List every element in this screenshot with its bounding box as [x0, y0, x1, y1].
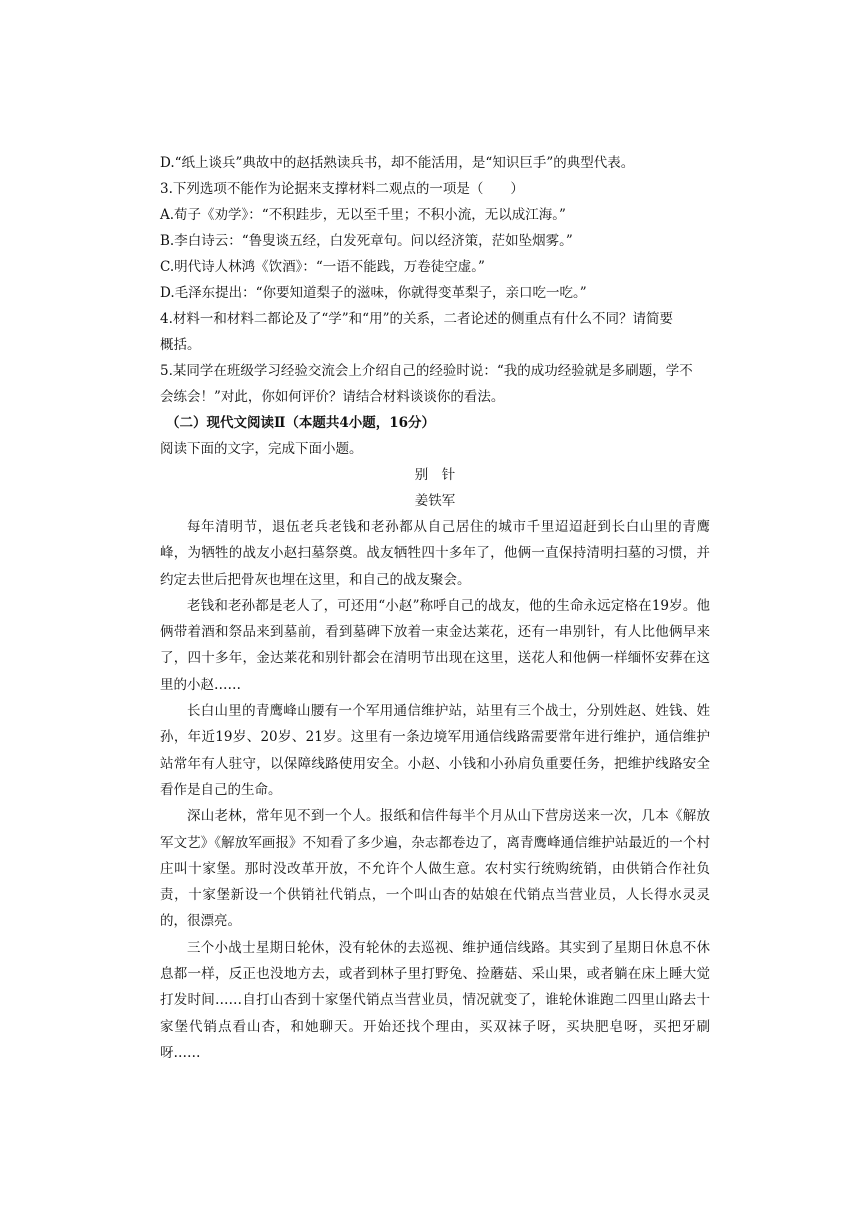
question-5-line-2: 会练会！”对此，你如何评价？请结合材料谈谈你的看法。 [160, 389, 505, 405]
question-3-option-b: B.李白诗云：“鲁叟谈五经，白发死章句。问以经济策，茫如坠烟雾。” [160, 233, 573, 249]
story-title: 别 针 [414, 467, 456, 483]
question-5-line-1: 5.某同学在班级学习经验交流会上介绍自己的经验时说：“我的成功经验就是多刷题，学不 [160, 363, 693, 379]
question-3-option-c: C.明代诗人林鸿《饮酒》：“一语不能践，万卷徒空虚。” [160, 259, 485, 275]
question-4-line-2: 概括。 [160, 337, 201, 353]
exam-page [160, 150, 710, 1066]
question-2-option-d: D.“纸上谈兵”典故中的赵括熟读兵书，却不能活用，是“知识巨手”的典型代表。 [160, 155, 635, 171]
question-3-stem: 3.下列选项不能作为论据来支撑材料二观点的一项是（ ） [160, 181, 524, 197]
section-heading: （二）现代文阅读Ⅱ（本题共4小题，16分） [166, 415, 436, 431]
question-3-option-a: A.荀子《劝学》：“不积跬步，无以至千里；不积小流，无以成江海。” [160, 207, 566, 223]
question-4-line-1: 4.材料一和材料二都论及了“学”和“用”的关系，二者论述的侧重点有什么不同？请简要 [160, 311, 673, 327]
story-author: 姜铁军 [414, 493, 456, 509]
question-3-option-d: D.毛泽东提出：“你要知道梨子的滋味，你就得变革梨子，亲口吃一吃。” [160, 285, 587, 301]
section-instruction: 阅读下面的文字，完成下面小题。 [160, 441, 363, 457]
story-paragraph-4: 深山老林，常年见不到一个人。报纸和信件每半个月从山下营房送来一次，几本《解放军文艺》《解放军画报》不知看了多少遍，杂志都卷边了，离青鹰峰通信维护站最近的一个村庄叫十家堡。那时没改革开放，不允许个人做生意。农村实行统购统销，由供销合作社负责，十家堡新设一个供销社代销点，一个叫山杏的姑娘在代销点当营业员，人长得水灵灵的，很漂亮。 [160, 808, 710, 930]
story-paragraph-2: 老钱和老孙都是老人了，可还用“小赵”称呼自己的战友，他的生命永远定格在19岁。他俩带着酒和祭品来到墓前，看到墓碑下放着一束金达莱花，还有一串别针，有人比他俩早来了，四十多年，金达莱花和别针都会在清明节出现在这里，送花人和他俩一样缅怀安葬在这里的小赵…… [160, 597, 710, 693]
story-paragraph-1: 每年清明节，退伍老兵老钱和老孙都从自己居住的城市千里迢迢赶到长白山里的青鹰峰，为牺牲的战友小赵扫墓祭奠。战友牺牲四十多年了，他俩一直保持清明扫墓的习惯，并约定去世后把骨灰也埋在这里，和自己的战友聚会。 [160, 519, 710, 588]
story-paragraph-3: 长白山里的青鹰峰山腰有一个军用通信维护站，站里有三个战士，分别姓赵、姓钱、姓孙，年近19岁、20岁、21岁。这里有一条边境军用通信线路需要常年进行维护，通信维护站常年有人驻守，以保障线路使用安全。小赵、小钱和小孙肩负重要任务，把维护线路安全看作是自己的生命。 [160, 703, 710, 798]
story-paragraph-5: 三个小战士星期日轮休，没有轮休的去巡视、维护通信线路。其实到了星期日休息不休息都一样，反正也没地方去，或者到林子里打野兔、捡蘑菇、采山果，或者躺在床上睡大觉打发时间……自打山杏到十家堡代销点当营业员，情况就变了，谁轮休谁跑二四里山路去十家堡代销点看山杏，和她聊天。开始还找个理由，买双袜子呀，买块肥皂呀，买把牙刷呀…… [160, 939, 710, 1061]
